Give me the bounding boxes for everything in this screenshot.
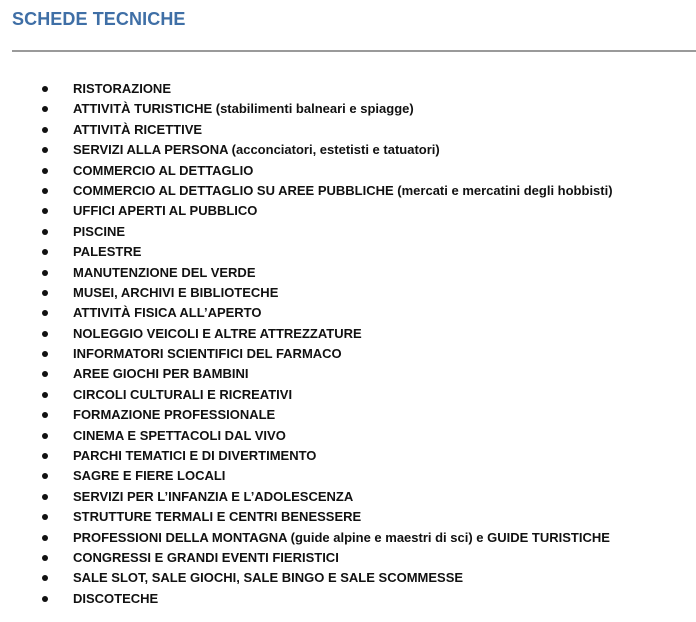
list-item-label: CIRCOLI CULTURALI E RICREATIVI bbox=[73, 386, 293, 402]
list-item[interactable] bbox=[0, 507, 613, 527]
bullet-icon bbox=[42, 535, 48, 541]
bullet-icon bbox=[42, 331, 48, 337]
list-item[interactable] bbox=[0, 324, 613, 344]
title-divider bbox=[12, 50, 696, 52]
list-item[interactable] bbox=[0, 385, 613, 405]
list-item[interactable] bbox=[0, 242, 613, 262]
list-item-label: SAGRE E FIERE LOCALI bbox=[73, 468, 226, 484]
bullet-icon bbox=[42, 188, 48, 194]
list-item-label: SERVIZI PER L’INFANZIA E L’ADOLESCENZA bbox=[73, 488, 354, 504]
bullet-icon bbox=[42, 555, 48, 561]
list-item-label: UFFICI APERTI AL PUBBLICO bbox=[73, 203, 258, 219]
list-item[interactable] bbox=[0, 364, 613, 384]
list-item-label: INFORMATORI SCIENTIFICI DEL FARMACO bbox=[73, 346, 342, 362]
list-item-label: MUSEI, ARCHIVI E BIBLIOTECHE bbox=[73, 284, 279, 300]
bullet-icon bbox=[42, 147, 48, 153]
list-item-label: CINEMA E SPETTACOLI DAL VIVO bbox=[73, 427, 286, 443]
list-item[interactable] bbox=[0, 466, 613, 486]
list-item-label: ATTIVITÀ RICETTIVE bbox=[73, 121, 203, 137]
bullet-icon bbox=[42, 412, 48, 418]
list-item-label: MANUTENZIONE DEL VERDE bbox=[73, 264, 256, 280]
bullet-icon bbox=[42, 575, 48, 581]
list-item[interactable] bbox=[0, 568, 613, 588]
list-item[interactable] bbox=[0, 99, 613, 119]
bullet-icon bbox=[42, 494, 48, 500]
list-item[interactable] bbox=[0, 303, 613, 323]
bullet-icon bbox=[42, 290, 48, 296]
bullet-icon bbox=[42, 208, 48, 214]
list-item-label: AREE GIOCHI PER BAMBINI bbox=[73, 366, 249, 382]
list-item-label: FORMAZIONE PROFESSIONALE bbox=[73, 407, 276, 423]
bullet-icon bbox=[42, 127, 48, 133]
list-item-label: PARCHI TEMATICI E DI DIVERTIMENTO bbox=[73, 448, 317, 464]
bullet-icon bbox=[42, 473, 48, 479]
list-item-label: PROFESSIONI DELLA MONTAGNA (guide alpine e maestri di sci) e GUIDE TURISTICHE bbox=[73, 529, 610, 545]
list-item[interactable] bbox=[0, 548, 613, 568]
bullet-icon bbox=[42, 249, 48, 255]
list-item-label: NOLEGGIO VEICOLI E ALTRE ATTREZZATURE bbox=[73, 325, 362, 341]
bullet-icon bbox=[42, 168, 48, 174]
page-title: SCHEDE TECNICHE bbox=[12, 9, 186, 29]
bullet-icon bbox=[42, 453, 48, 459]
list-item[interactable] bbox=[0, 140, 613, 160]
list-item-label: PISCINE bbox=[73, 223, 126, 239]
bullet-icon bbox=[42, 270, 48, 276]
list-item-label: ATTIVITÀ TURISTICHE (stabilimenti balneari e spiagge) bbox=[73, 101, 414, 117]
list-item-label: CONGRESSI E GRANDI EVENTI FIERISTICI bbox=[73, 549, 339, 565]
list-item[interactable] bbox=[0, 344, 613, 364]
bullet-icon bbox=[42, 86, 48, 92]
list-item[interactable] bbox=[0, 426, 613, 446]
list-item[interactable] bbox=[0, 263, 613, 283]
bullet-icon bbox=[42, 229, 48, 235]
bullet-icon bbox=[42, 310, 48, 316]
list-item[interactable] bbox=[0, 405, 613, 425]
list-item[interactable] bbox=[0, 222, 613, 242]
list-item[interactable] bbox=[0, 181, 613, 201]
list-item[interactable] bbox=[0, 528, 613, 548]
list-item[interactable] bbox=[0, 589, 613, 609]
list-item-label: PALESTRE bbox=[73, 244, 142, 260]
bullet-icon bbox=[42, 371, 48, 377]
bullet-icon bbox=[42, 596, 48, 602]
list-item[interactable] bbox=[0, 283, 613, 303]
list-item[interactable] bbox=[0, 446, 613, 466]
bullet-icon bbox=[42, 392, 48, 398]
list-item-label: COMMERCIO AL DETTAGLIO bbox=[73, 162, 254, 178]
bullet-icon bbox=[42, 433, 48, 439]
list-item[interactable] bbox=[0, 79, 613, 99]
list-item[interactable] bbox=[0, 487, 613, 507]
bullet-icon bbox=[42, 106, 48, 112]
bullet-icon bbox=[42, 514, 48, 520]
list-item[interactable] bbox=[0, 201, 613, 221]
list-item-label: RISTORAZIONE bbox=[73, 81, 171, 96]
schede-list bbox=[0, 79, 613, 609]
list-item-label: SALE SLOT, SALE GIOCHI, SALE BINGO E SALE SCOMMESSE bbox=[73, 570, 464, 586]
bullet-icon bbox=[42, 351, 48, 357]
list-item-label: SERVIZI ALLA PERSONA (acconciatori, estetisti e tatuatori) bbox=[73, 142, 440, 158]
list-item-label: COMMERCIO AL DETTAGLIO SU AREE PUBBLICHE (mercati e mercatini degli hobbisti) bbox=[73, 182, 613, 198]
list-item[interactable] bbox=[0, 120, 613, 140]
list-item-label: DISCOTECHE bbox=[73, 590, 159, 606]
list-item[interactable] bbox=[0, 161, 613, 181]
list-item-label: STRUTTURE TERMALI E CENTRI BENESSERE bbox=[73, 509, 362, 525]
list-item-label: ATTIVITÀ FISICA ALL’APERTO bbox=[73, 305, 262, 321]
